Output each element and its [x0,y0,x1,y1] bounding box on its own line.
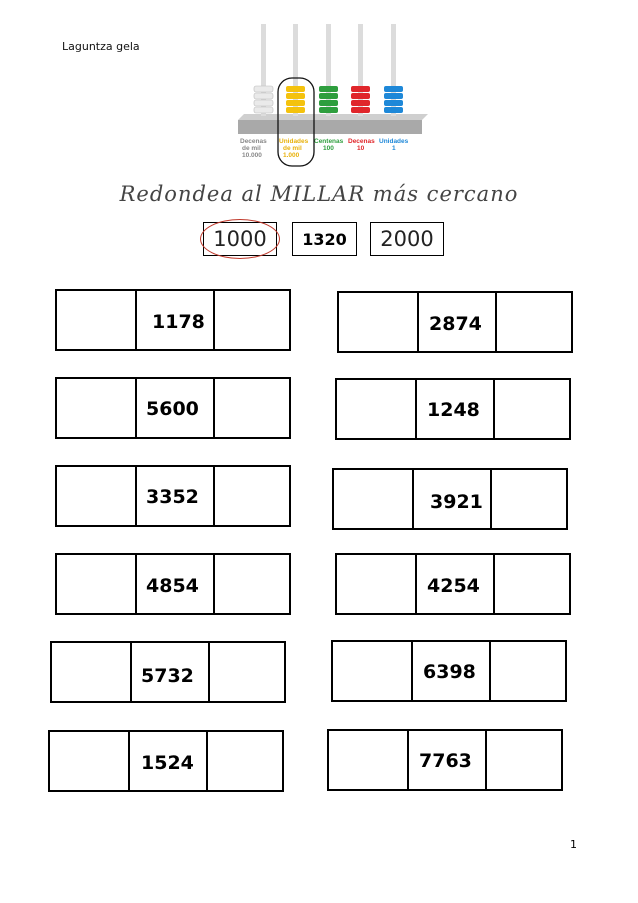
abacus-label-tens: Decenas 10 [348,138,375,152]
abacus-label-units: Unidades 1 [379,138,409,152]
answer-box-upper[interactable] [495,555,569,613]
abacus-label-thousands: Unidades de mil 1.000 [279,138,309,159]
answer-box-lower[interactable] [329,731,407,789]
answer-box-lower[interactable] [339,293,417,351]
example-lower-value: 1000 [213,227,267,251]
exercise-row [48,730,284,792]
abacus-base-front [238,120,422,134]
exercise-number: 1524 [141,752,194,774]
answer-box-upper[interactable] [208,732,282,790]
instructions-title: Redondea al MILLAR más cercano [119,182,519,206]
answer-box-lower[interactable] [57,555,135,613]
number-cell [412,470,492,528]
exercise-row [332,468,568,530]
exercise-row [50,641,286,703]
example-row [0,222,638,258]
example-upper-value: 2000 [380,227,434,251]
answer-box-upper[interactable] [215,379,289,437]
abacus-label-hundreds: Centenas 100 [314,138,344,152]
exercise-number: 5732 [141,665,194,687]
exercise-number: 7763 [419,750,472,772]
abacus-rod-units [384,24,403,116]
exercise-number: 6398 [423,661,476,683]
exercise-row [55,289,291,351]
answer-box-lower[interactable] [333,642,411,700]
answer-box-lower[interactable] [337,380,415,438]
answer-box-lower[interactable] [52,643,130,701]
exercise-number: 5600 [146,398,199,420]
exercise-row [335,553,571,615]
answer-box-lower[interactable] [50,732,128,790]
answer-box-upper[interactable] [215,467,289,525]
exercise-row [327,729,563,791]
number-cell [135,555,215,613]
exercise-number: 4254 [427,575,480,597]
number-cell [135,467,215,525]
exercise-number: 3921 [430,491,483,513]
answer-box-lower[interactable] [334,470,412,528]
abacus-rod-tenthousands [254,24,273,116]
exercise-number: 4854 [146,575,199,597]
example-number-value: 1320 [302,229,347,249]
number-cell [407,731,487,789]
abacus-illustration [232,18,430,168]
exercise-row [55,377,291,439]
abacus-base [238,114,428,120]
abacus-label-tenthousands: Decenas de mil 10.000 [240,138,267,159]
answer-box-upper[interactable] [495,380,569,438]
answer-box-upper[interactable] [492,470,566,528]
exercise-row [55,553,291,615]
answer-box-lower[interactable] [337,555,415,613]
exercise-row [337,291,573,353]
answer-box-lower[interactable] [57,291,135,349]
exercise-number: 1178 [152,311,205,333]
number-cell [128,732,208,790]
answer-box-upper[interactable] [215,291,289,349]
exercise-number: 1248 [427,399,480,421]
corner-label: Laguntza gela [62,40,140,53]
example-answer-circle [200,219,280,259]
exercise-row [335,378,571,440]
number-cell [415,380,495,438]
answer-box-upper[interactable] [497,293,571,351]
example-upper-box [370,222,444,256]
number-cell [415,555,495,613]
number-cell [135,291,215,349]
exercise-row [331,640,567,702]
answer-box-lower[interactable] [57,467,135,525]
example-number-box [292,222,357,256]
number-cell [135,379,215,437]
answer-box-upper[interactable] [491,642,565,700]
answer-box-upper[interactable] [210,643,284,701]
answer-box-lower[interactable] [57,379,135,437]
answer-box-upper[interactable] [487,731,561,789]
exercise-number: 2874 [429,313,482,335]
number-cell [411,642,491,700]
abacus-rod-thousands [286,24,305,116]
page-number: 1 [570,838,577,851]
abacus-rod-tens [351,24,370,116]
exercise-number: 3352 [146,486,199,508]
number-cell [417,293,497,351]
abacus-rod-hundreds [319,24,338,116]
exercise-row [55,465,291,527]
number-cell [130,643,210,701]
answer-box-upper[interactable] [215,555,289,613]
